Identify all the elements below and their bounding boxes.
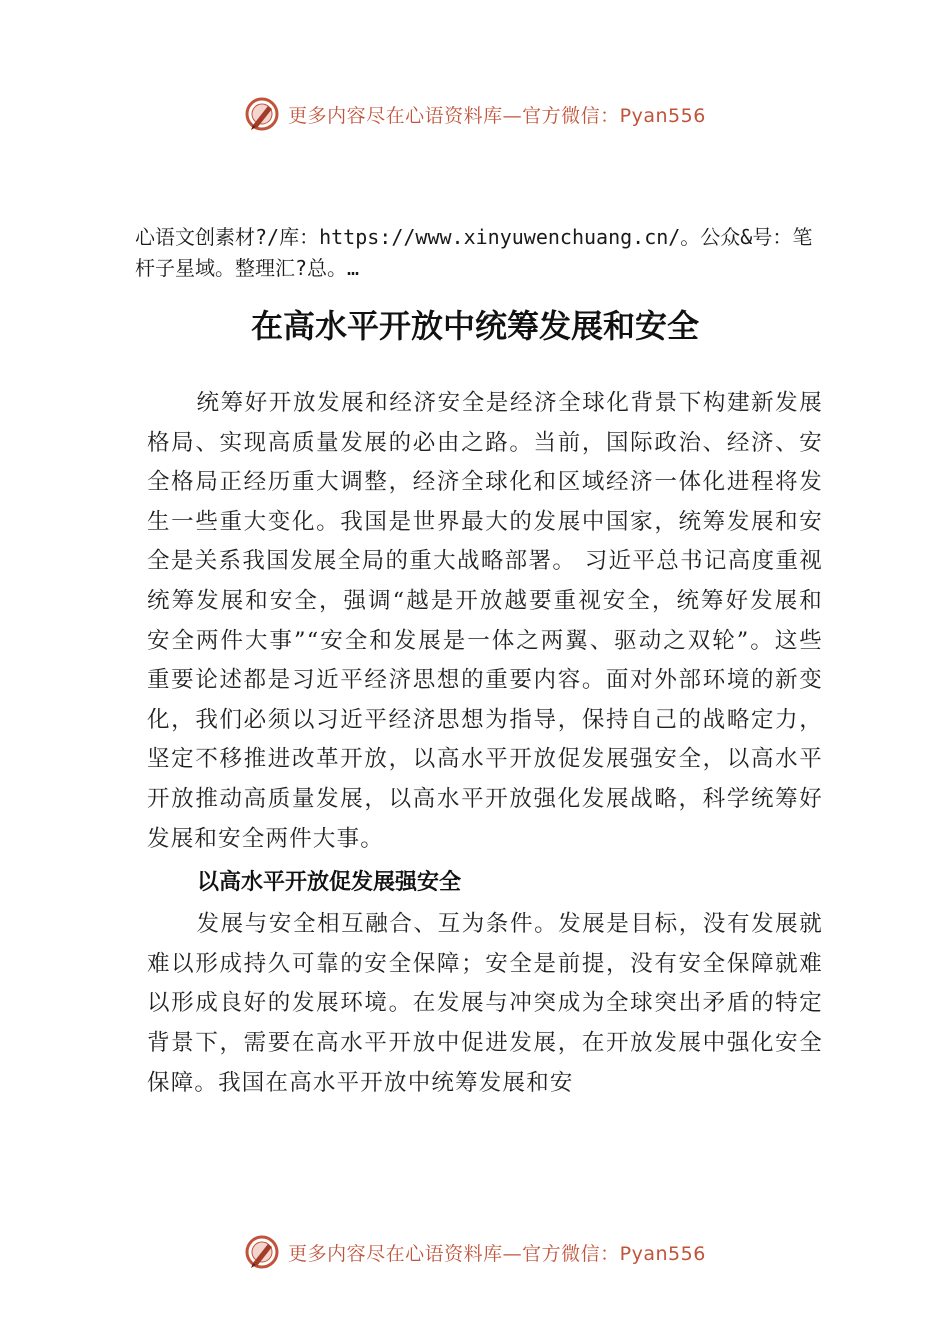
source-note: 心语文创素材?/库：https://www.xinyuwenchuang.cn/。公众&号：笔杆子星域。整理汇?总。… xyxy=(135,225,813,280)
pen-logo-icon xyxy=(244,1234,280,1270)
paragraph: 统筹好开放发展和经济安全是经济全球化背景下构建新发展格局、实现高质量发展的必由之路。当前，国际政治、经济、安全格局正经历重大调整，经济全球化和区域经济一体化进程将发生一些重大变化。我国是世界最大的发展中国家，统筹发展和安全是关系我国发展全局的重大战略部署。 习近平总书记高度重视统筹发展和安全，强调“越是开放越要重视安全，统筹好发展和安全两件大事”“安全和发展是一体之两翼、驱动之双轮”。这些重要论述都是习近平经济思想的重要内容。面对外部环境的新变化，我们必须以习近平经济思想为指导，保持自己的战略定力，坚定不移推进改革开放，以高水平开放促发展强安全，以高水平开放推动高质量发展，以高水平开放强化发展战略，科学统筹好发展和安全两件大事。 xyxy=(147,390,823,852)
footer-watermark-banner xyxy=(0,1230,950,1274)
section-heading: 以高水平开放促发展强安全 xyxy=(197,870,462,896)
wechat-handle: Pyan556 xyxy=(619,1242,706,1265)
watermark-text: 更多内容尽在心语资料库—官方微信：Pyan556 xyxy=(288,104,706,127)
document-title: 在高水平开放中统筹发展和安全 xyxy=(250,307,699,345)
document-body xyxy=(147,384,823,1103)
wechat-handle: Pyan556 xyxy=(619,104,706,127)
watermark-text: 更多内容尽在心语资料库—官方微信：Pyan556 xyxy=(288,1242,706,1265)
pen-logo-icon xyxy=(244,96,280,132)
paragraph: 发展与安全相互融合、互为条件。发展是目标，没有发展就难以形成持久可靠的安全保障；安全是前提，没有安全保障就难以形成良好的发展环境。在发展与冲突成为全球突出矛盾的特定背景下，需要在高水平开放中促进发展，在开放发展中强化安全保障。我国在高水平开放中统筹发展和安 xyxy=(147,911,823,1096)
header-watermark-banner xyxy=(0,92,950,136)
